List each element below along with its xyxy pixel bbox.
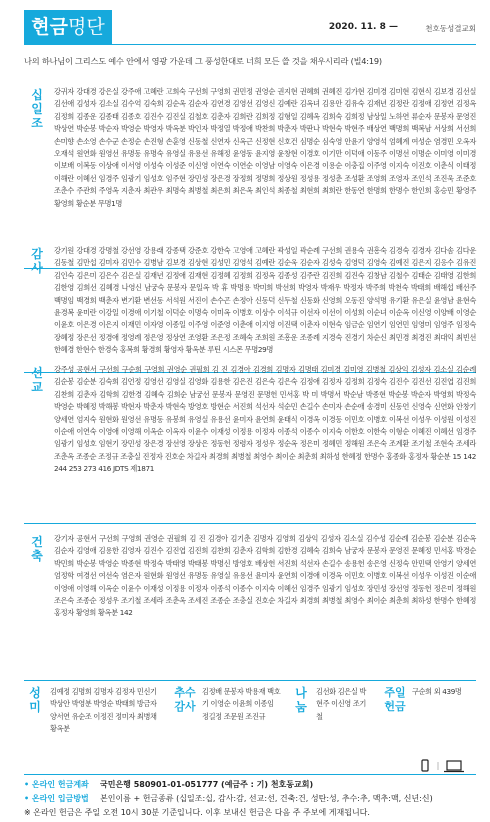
- cell-sharing: [290, 684, 376, 746]
- label-char: 헌금: [384, 700, 406, 713]
- label-char: 조: [31, 116, 43, 130]
- footer-account-value: 국민은행 580901-01-051777 (예금주 : 기) 천호동교회): [100, 780, 314, 789]
- label-char: 십: [31, 88, 43, 102]
- footer-account-row: [24, 778, 476, 792]
- label-char: 사: [31, 261, 43, 275]
- section-names-building: 강기자 공현서 구선희 구영희 권영순 권필희 김 진 김경아 김기춘 김명자 김영희 김상익 김성자 김소실 김수성 김순례 김순봉 김순분 김순옥 김순자 김영애 김용한 김영자 김진수 김진엽 김진희 김찬희 김춘자 김학희 김한경 김혜숙 김희숙 남궁자 문봉자 문영진 문혜정 민서홍 박경순 박민희 박순봉 박영순 박종현 박정숙 박태영 박태봉 박명신 방영호 배상헌 서진희 석선자 손길수 송용헌 송은영 신정숙 안민택 안영기 양세연 엄정학 여경선 여선숙 염은자 원현화 원영선 유명동 유영실 유용선 윤미자 윤연희 이경애 이경옥 이민호 이병호 이복선 이성우 이성진 이순애 이영애 이영해 이옥순 이윤수 이재성 이정용 이정자 이종석 이종수 이지숙 이혜선 임경주 임광기 임성호 장민성 장선영 정동헌 정은미 정해원 조은숙 조종순 정성우 조기철 조세라 조춘옥 조세진 조종순 조충실 진호순 차길자 최경희 최병철 최영수 최이순 최춘희 최하성 한명수 한혜정 홍정자 황영희 황옥분 142: [54, 534, 476, 618]
- date-separator: —: [389, 22, 398, 32]
- footer: [24, 778, 476, 820]
- footer-note: ※ 온라인 헌금은 주일 오전 10시 30분 기준입니다. 이후 보내신 헌금은 다음 주 주보에 게재됩니다.: [24, 808, 370, 817]
- page-title-bold: 현금: [31, 16, 68, 38]
- section-divider: [24, 523, 476, 524]
- footer-method-value: 본인이름 + 헌금종류 (십일조:십, 감사:감, 선교:선, 건축:건, 성탄:성, 추수:추, 맥추:맥, 신년:신): [100, 794, 433, 803]
- section-mission: [24, 364, 476, 512]
- laptop-icon: [447, 761, 461, 770]
- section-names-mission: 강주성 공현서 구선희 구순희 구영희 권영순 권필희 김 진 김경아 김경희 김명자 김명태 김미경 김미영 김병철 김상익 김성자 김소실 김순례 김순봉 김순분 김숙희 김언정 김영선 김영실 김영화 김용한 김은진 김은숙 김은숙 김정애 김정자 김정희 김정숙 김진수 김진선 김진엽 김진희 김찬희 김춘자 김학희 김한경 김혜숙 김희순 남궁선 문봉자 문영진 문명헌 민서홍 박 미 박명서 박순남 박종현 박순봉 박순자 박영희 박정숙 박영순 박혜정 박해봉 박현자 박춘자 박현숙 방영호 방현순 서진희 석선자 석순민 손길수 손미자 손순애 송경미 신동언 신영숙 신연화 안창기 양세연 엄지숙 원현화 원영선 유명동 유봉희 유영실 유용선 윤미자 윤연희 윤태식 이경옥 이경동 이민호 이병호 이복선 이성우 이성원 이성진 이순애 이연숙 이영애 이영해 이옥순 이옥자 이윤수 이재성 이정용 이정자 이종석 이종수 이지숙 이한호 이한숙 이형순 이혜진 이혜선 임경주 임광기 임성호 임현기 장민성 장은경 장선영 장상은 정동헌 정령자 정성우 정순옥 정은미 정혜민 정해원 조은숙 조계환 조기철 조현숙 조세라 조춘옥 조종순 조정규 조충실 진정자 진호순 차길자 최경희 최병철 최영수 최이순 최춘희 최하성 한혜정 한명수 홍종화 홍정자 황순분 15 142 244 253 273 416 JDTS 제1871: [54, 365, 476, 474]
- phone-laptop-icon: [416, 759, 472, 773]
- cell-harvest-thanks: [170, 684, 286, 746]
- section-label-building: [30, 535, 44, 563]
- label-char: 감: [31, 247, 43, 261]
- footer-divider: [24, 774, 476, 775]
- names-sharing: 김선화 김은실 박현주 이신영 조기철: [316, 687, 367, 721]
- label-char: 건: [31, 535, 43, 549]
- footer-method-label: • 온라인 입금방법: [24, 794, 89, 803]
- bible-verse: 나의 하나님이 그리스도 예수 안에서 영광 가운데 그 풍성한대로 너희 모든 쓸 것을 채우시리라 (빌4:19): [24, 56, 382, 66]
- section-label-sharing: [294, 686, 308, 714]
- page-header: [24, 10, 476, 46]
- footer-method-row: [24, 792, 476, 806]
- page-title: [24, 10, 112, 44]
- label-char: 선: [31, 366, 43, 380]
- label-char: 미: [29, 700, 41, 714]
- church-name: 천호동성결교회: [425, 24, 476, 33]
- section-building: [24, 533, 476, 673]
- section-label-sunday: [384, 686, 406, 714]
- names-harvest: 김정배 문봉자 박용재 백호기 이영순 이윤희 이종임 정길정 조문원 조진규: [202, 687, 281, 721]
- section-names-thanks: 강기원 강대경 강명철 강선영 강용래 강종택 강준호 강한숙 고영애 고혜란 곽성일 곽순례 구선희 권용숙 권흥숙 김경숙 김경자 김다솜 김다운 김동철 김만섭 김미자 김민수 김병남 김보경 김상현 김성민 김영석 김예란 김순욱 김순자 김성숙 김영덕 김영숙 김예진 김은지 김응수 김유진 김인숙 김은미 김은수 김은실 김재년 김정애 김재현 김정혜 김정희 김정옥 김종성 김주란 김진희 김진숙 김창남 김철수 김태순 김태영 김한희 김한영 김희선 김혜경 나영신 남궁숙 문봉자 문일옥 박 휴 박명용 박미희 박선희 박영자 박재우 박정자 박주희 박천숙 박태희 배해섭 배선주 백명임 백경희 백춘자 변기환 변선동 서석원 서진이 손수곤 손정아 신동덕 신두철 신동화 신영희 오동진 양석명 유기환 유은실 윤영남 윤현숙 윤경복 윤미란 이강일 이경애 이기철 이덕순 이명숙 이미옥 이병호 이상수 이석규 이선자 이선이 이성희 이순녀 이순옥 이신영 이양배 이영순 이윤호 이은경 이은지 이재민 이자영 이종일 이주영 이준영 이춘애 이지영 이진택 이춘자 이현숙 임금순 임연기 임연민 임영미 임영주 임정숙 장혜정 장은선 정경애 정영례 정은영 정상연 조영환 조은정 조혜숙 조희원 조흥운 조종례 지경숙 진경기 차순신 최민경 최경진 최대익 최빈선 한혜경 한현수 한경숙 홍복희 황경희 황영자 황옥분 루틴 시스몬 무명29명: [54, 246, 476, 355]
- footer-account-label: • 온라인 헌금계좌: [24, 780, 89, 789]
- phone-icon: [422, 760, 428, 771]
- small-offering-grid: [24, 684, 476, 746]
- page-title-light: 명단: [68, 16, 105, 38]
- section-divider: [24, 680, 476, 681]
- cell-devotion: [24, 684, 166, 746]
- section-thanks: [24, 245, 476, 371]
- section-names-tithe: 강귀자 강대경 강은실 강주애 고혜란 고희숙 구선희 구영희 권민정 권영순 권지현 권혜희 권혜진 김가현 김미경 김미현 김현식 김보경 김선실 김선애 김성자 김소실 김수억 김숙희 김순옥 김순자 김연경 김영선 김영신 김예란 김옥녀 김용안 김유숙 김재년 김정란 김정애 김정연 김정옥 김정희 김종운 김종태 김종호 김진수 김진실 김철호 김춘자 김희란 김희정 김형일 김혜옥 김희숙 김희정 남상일 노하연 류순자 문봉자 문영진 박상연 박순봉 박순자 박영순 박영자 박옥분 박인자 박정열 박정애 박찬희 박춘자 박판나 박현숙 박현주 배상연 백명희 백복남 서상희 서선희 손미향 손소영 손수군 손정순 손진형 손훈영 신동철 신연자 신옥근 신정현 신호건 심명순 심숙영 안윤기 양영석 엄혜계 여성순 염경민 오옥자 오재석 원연화 원영선 유명동 유명숙 유영실 유용선 유해정 윤영동 윤지영 윤창현 이경호 이기만 이덕애 이동주 이명선 이명순 이미영 이미경 이보배 이복동 이상애 이서영 이성숙 이성준 이신영 이연숙 이연순 이영남 이영숙 이은경 이용순 이충집 이주영 이지숙 이진호 이춘식 이태정 이해란 이혜선 임경주 임광기 임성호 임주현 장민성 장은경 장정희 정명희 정상원 정성용 정성춘 조성환 조영희 조영자 조인석 조진욱 조준호 조춘수 주관희 주영옥 지춘자 최관우 최명숙 최병철 최은희 최은옥 최인석 최종철 최현희 최희란 한동연 한명희 한명수 한인희 홍승민 황영주 황영희 황순분 무명1명: [54, 87, 476, 208]
- bulletin-date: [329, 22, 398, 32]
- cell-sunday-offering: [380, 684, 476, 746]
- section-label-thanks: [30, 247, 44, 275]
- label-char: 성: [29, 686, 41, 700]
- label-char: 감사: [174, 700, 196, 713]
- section-label-harvest: [174, 686, 196, 714]
- label-char: 일: [31, 102, 43, 116]
- date-text: 2020. 11. 8: [328, 22, 386, 32]
- label-char: 주일: [384, 686, 406, 699]
- names-devotion: 김예정 김명희 김명자 김정자 민신기 박상안 박영분 박영순 박태희 방금자 양서연 유순조 이정진 정미자 최병채 황옥분: [50, 687, 157, 734]
- device-icons: [416, 758, 472, 772]
- label-char: 축: [31, 549, 43, 563]
- section-label-devotion: [28, 686, 42, 714]
- section-tithe: [24, 86, 476, 266]
- label-char: 교: [31, 380, 43, 394]
- header-divider: [24, 44, 476, 45]
- section-label-mission: [30, 366, 44, 394]
- section-label-tithe: [30, 88, 44, 130]
- label-char: 추수: [174, 686, 196, 699]
- label-char: 눔: [295, 700, 307, 714]
- label-char: 나: [295, 686, 307, 700]
- names-sunday: 구순희 외 439명: [412, 687, 462, 696]
